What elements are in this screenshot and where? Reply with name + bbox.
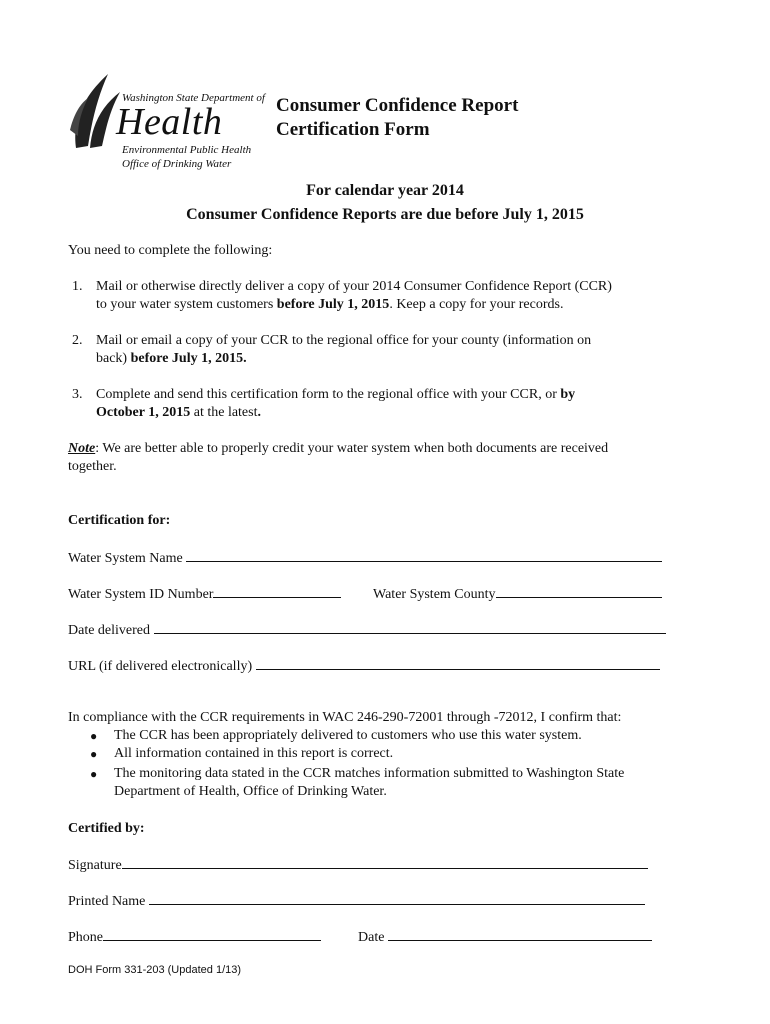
form-title [276,94,518,142]
date-delivered-row [68,619,666,640]
date-label: Date [358,930,385,945]
heading-due: Consumer Confidence Reports are due before July 1, 2015 [186,206,584,223]
logo-department: Washington State Department of [122,92,265,104]
step-2-text: back) [96,351,131,366]
heading-year: For calendar year 2014 [306,182,464,199]
step-3-number: 3. [72,387,83,402]
step-3-line1 [96,386,575,404]
url-row [68,655,660,676]
water-system-county-row [373,583,662,604]
step-3-period: . [257,405,261,420]
logo-line2: Office of Drinking Water [122,158,232,170]
step-3-deadline: October 1, 2015 [96,405,191,420]
certified-by-heading-text: Certified by: [68,821,145,836]
date-delivered-label: Date delivered [68,623,151,638]
step-1-text-end: . Keep a copy for your records. [389,297,564,312]
step-3-latest: at the latest [190,405,258,420]
logo-health: Health [116,101,223,143]
printed-name-label: Printed Name [68,894,146,909]
certified-by-heading [68,820,145,838]
title-line2: Certification Form [276,119,430,140]
date-row [358,926,652,947]
note-label: Note [68,441,96,456]
bullet-3-icon: ● [90,767,98,781]
step-1-line2 [96,296,563,314]
compliance-intro: In compliance with the CCR requirements in WAC 246-290-72001 through -72012, I confirm that: [68,710,622,725]
compliance-bullet-3-cont: Department of Health, Office of Drinking Water. [114,784,387,799]
date-delivered-field[interactable] [154,619,666,634]
step-2-deadline: before July 1, 2015. [130,351,247,366]
step-1-deadline: before July 1, 2015 [276,297,390,312]
phone-field[interactable] [103,926,321,941]
water-system-name-row [68,547,662,568]
step-2-line2 [96,350,247,368]
intro-text: You need to complete the following: [68,243,273,258]
step-2-line1: Mail or email a copy of your CCR to the regional office for your county (information on [96,333,592,348]
title-line1: Consumer Confidence Report [276,95,519,116]
url-label: URL (if delivered electronically) [68,659,253,674]
doh-logo [66,70,265,174]
note-text: : We are better able to properly credit your water system when both documents are received [95,441,609,456]
printed-name-field[interactable] [149,890,645,905]
phone-label: Phone [68,930,103,945]
water-system-id-row [68,583,341,604]
water-system-county-field[interactable] [496,583,662,598]
step-1-line1: Mail or otherwise directly deliver a copy of your 2014 Consumer Confidence Report (CCR) [96,279,612,294]
step-1-number: 1. [72,279,83,294]
certification-heading-text: Certification for: [68,513,171,528]
compliance-bullet-1: The CCR has been appropriately delivered to customers who use this water system. [114,728,582,743]
bullet-2-icon: ● [90,747,98,761]
compliance-bullet-2: All information contained in this report is correct. [114,746,394,761]
step-2-number: 2. [72,333,83,348]
logo-line1: Environmental Public Health [122,144,252,156]
water-system-county-label: Water System County [373,587,496,602]
note-line1 [68,440,608,458]
note-line2: together. [68,459,117,474]
form-footer: DOH Form 331-203 (Updated 1/13) [68,964,242,976]
phone-row [68,926,321,947]
step-1-text: to your water system customers [96,297,277,312]
water-system-id-field[interactable] [213,583,341,598]
step-3-line2 [96,404,261,422]
bullet-1-icon: ● [90,729,98,743]
water-system-name-label: Water System Name [68,551,183,566]
compliance-bullet-3: The monitoring data stated in the CCR matches information submitted to Washington State [114,766,625,781]
water-system-id-label: Water System ID Number [68,587,214,602]
date-field[interactable] [388,926,652,941]
signature-field[interactable] [122,854,648,869]
water-system-name-field[interactable] [186,547,662,562]
step-3-by: by [560,387,576,402]
step-3-text: Complete and send this certification form to the regional office with your CCR, or [96,387,561,402]
certification-heading [68,512,170,530]
signature-label: Signature [68,858,122,873]
printed-name-row [68,890,645,911]
url-field[interactable] [256,655,660,670]
signature-row [68,854,648,875]
